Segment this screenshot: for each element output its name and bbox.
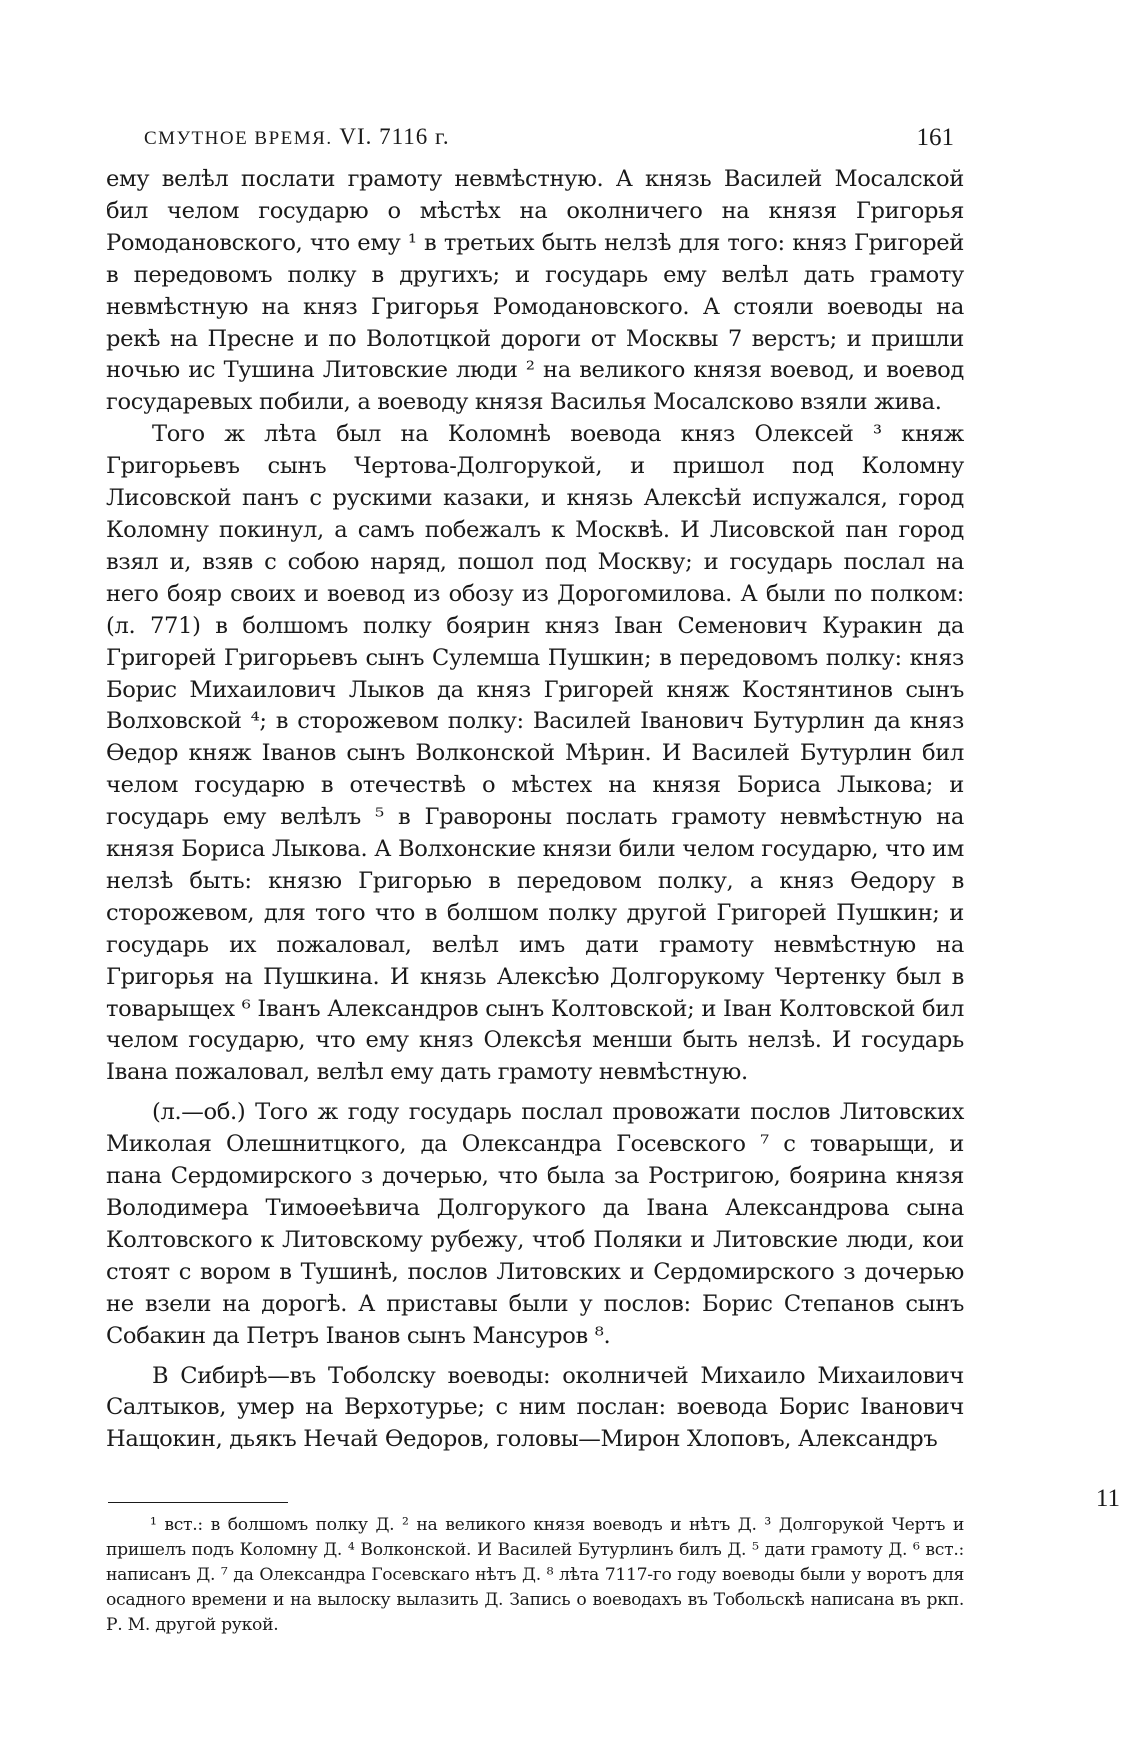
- footnote-rule: [108, 1502, 288, 1503]
- paragraph-2: Того ж лѣта был на Коломнѣ воевода княз Олексей ³ княж Григорьевъ сынъ Чертова-Долгорукой, и пришол под Коломну Лисовской панъ с рускими казаки, и князь Алексѣй испужался, город Коломну покинул, а самъ побежалъ к Москвѣ. И Лисовской пан город взял и, взяв с собою наряд, пошол под Москву; и государь послал на него бояр своих и воевод из обозу из Дорогомилова. А были по полком: (л. 771) в болшомъ полку боярин княз Іван Семенович Куракин да Григорей Григорьевъ сынъ Сулемша Пушкин; в передовомъ полку: княз Борис Михаилович Лыков да княз Григорей княж Костянтинов сынъ Волховской ⁴; в сторожевом полку: Василей Іванович Бутурлин да княз Өедор княж Іванов сынъ Волконской Мѣрин. И Василей Бутурлин бил челом государю в отечествѣ о мѣстех на князя Бориса Лыкова; и государь ему велѣлъ ⁵ в Гравороны послать грамоту невмѣстную на князя Бориса Лыкова. А Волхонские князи били челом государю, что им нелзѣ быть: князю Григорью в передовом полку, а княз Өедору в сторожевом, для того что в болшом полку другой Григорей Пушкин; и государь их пожаловал, велѣл имъ дати грамоту невмѣстную на Григорья на Пушкина. И князь Алексѣю Долгорукому Чертенку был в товарыщех ⁶ Іванъ Александров сынъ Колтовской; и Іван Колтовской бил челом государю, что ему княз Олексѣя менши быть нелзѣ. И государь Івана пожаловал, велѣл ему дать грамоту невмѣстную.: [106, 421, 964, 1086]
- page-number: 161: [916, 124, 954, 151]
- body-text: [106, 164, 964, 1456]
- running-header: [144, 110, 964, 150]
- paragraph-3: (л.—об.) Того ж году государь послал провожати послов Литовских Миколая Олешнитцкого, да Олександра Госевского ⁷ с товарыщи, и пана Сердомирского з дочерью, что была за Ростригою, боярина князя Володимера Тимоөеѣвича Долгорукого да Івана Александрова сына Колтовского к Литовскому рубежу, чтоб Поляки и Литовские люди, кои стоят с вором в Тушинѣ, послов Литовских и Сердомирского з дочерью не взели на дорогѣ. А приставы были у послов: Борис Степанов сынъ Собакин да Петръ Іванов сынъ Мансуров ⁸.: [106, 1099, 964, 1349]
- footnotes: ¹ вст.: в болшомъ полку Д. ² на великого князя воеводъ и нѣтъ Д. ³ Долгорукой Чертъ и пришелъ подъ Коломну Д. ⁴ Волконской. И Василей Бутурлинъ билъ Д. ⁵ дати грамоту Д. ⁶ вст.: написанъ Д. ⁷ да Олександра Госевскаго нѣтъ Д. ⁸ лѣта 7117-го году воеводы были у воротъ для осадного времени и на вылоску вылазить Д. Запись о воеводахъ въ Тобольскѣ написана въ ркп. Р. М. другой рукой.: [106, 1515, 964, 1636]
- page: [106, 110, 964, 1638]
- running-title-main: СМУТНОЕ ВРЕМЯ.: [144, 128, 333, 149]
- signature-mark: 11: [1095, 1485, 1120, 1512]
- running-title: [144, 124, 450, 150]
- paragraph-4: В Сибирѣ—въ Тоболску воеводы: околничей Михаило Михаилович Салтыков, умер на Верхотурье; с ним послан: воевода Борис Іванович Нащокин, дьякъ Нечай Өедоров, головы—Мирон Хлоповъ, Александръ: [106, 1362, 964, 1453]
- paragraph-1: ему велѣл послати грамоту невмѣстную. А князь Василей Мосалской бил челом государю о мѣстѣх на околничего на князя Григорья Ромодановского, что ему ¹ в третьих быть нелзѣ для того: княз Григорей в передовомъ полку в другихъ; и государь ему велѣл дать грамоту невмѣстную на княз Григорья Ромодановского. А стояли воеводы на рекѣ на Пресне и по Волотцкой дороги от Москвы 7 верстъ; и пришли ночью ис Тушина Литовские люди ² на великого князя воевод, и воевод государевых побили, а воеводу князя Василья Мосалсково взяли жива.: [106, 166, 964, 416]
- running-title-section: VI. 7116 г.: [339, 124, 450, 149]
